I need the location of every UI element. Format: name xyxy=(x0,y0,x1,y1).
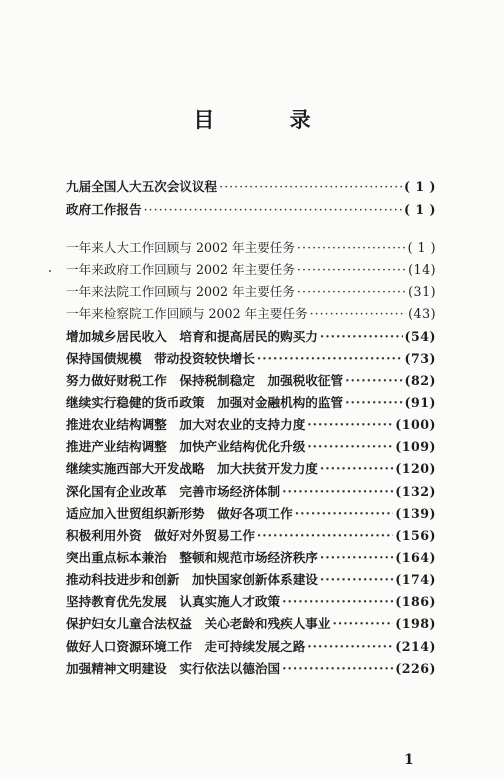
toc-entry-title: 保持国债规模 带动投资较快增长 xyxy=(66,350,255,366)
dot-leader xyxy=(320,461,393,476)
dot-leader xyxy=(219,179,402,194)
toc-entry-page: (214) xyxy=(395,638,436,654)
toc-top-section xyxy=(66,176,436,222)
toc-entry[interactable] xyxy=(66,326,436,348)
toc-entry-title: 一年来政府工作回顾与 2002 年主要任务 xyxy=(66,262,295,278)
dot-leader xyxy=(307,417,393,432)
toc-entry-page: (186) xyxy=(395,594,436,610)
toc-entry-title: 突出重点标本兼治 整顿和规范市场经济秩序 xyxy=(66,549,318,565)
toc-entry-page: (91) xyxy=(404,394,436,410)
toc-entry[interactable] xyxy=(66,503,436,525)
toc-entry-title: 九届全国人大五次会议议程 xyxy=(66,179,218,194)
dot-leader xyxy=(257,351,403,366)
toc-entry[interactable] xyxy=(66,370,436,392)
toc-entry[interactable] xyxy=(66,636,436,658)
dot-leader xyxy=(320,572,393,587)
dot-leader xyxy=(307,439,393,454)
toc-entry-page: (174) xyxy=(395,572,436,588)
toc-entry-title: 增加城乡居民收入 培育和提高居民的购买力 xyxy=(66,328,318,344)
toc-entry-title: 政府工作报告 xyxy=(66,202,142,217)
toc-entry-page: (54) xyxy=(404,328,436,344)
dot-leader xyxy=(320,329,403,344)
toc-entry[interactable] xyxy=(66,547,436,569)
toc-entry-page: (109) xyxy=(395,439,436,455)
toc-entry-page: (14) xyxy=(408,262,436,278)
toc-entry[interactable] xyxy=(66,658,436,680)
toc-entry[interactable] xyxy=(66,176,436,199)
toc-entry[interactable] xyxy=(66,237,436,259)
dot-leader xyxy=(295,506,394,521)
toc-entry[interactable] xyxy=(66,569,436,591)
toc-entry-page: (120) xyxy=(395,461,436,477)
toc-main-section xyxy=(66,237,436,680)
toc-entry[interactable] xyxy=(66,414,436,436)
toc-entry-page: (82) xyxy=(404,372,436,388)
toc-entry-title: 继续实行稳健的货币政策 加强对金融机构的监管 xyxy=(66,394,344,410)
toc-entry-page: ( 1 ) xyxy=(404,179,436,194)
toc-entry-page: (156) xyxy=(395,527,436,543)
toc-entry-title: 积极利用外资 做好对外贸易工作 xyxy=(66,527,255,543)
toc-entry-title: 适应加入世贸组织新形势 做好各项工作 xyxy=(66,505,293,521)
toc-entry[interactable] xyxy=(66,458,436,480)
toc-entry[interactable] xyxy=(66,259,436,281)
toc-entry-title: 加强精神文明建设 实行依法以德治国 xyxy=(66,660,281,676)
page-number: 1 xyxy=(404,752,414,768)
toc-entry-title: 坚持教育优先发展 认真实施人才政策 xyxy=(66,594,281,610)
page-title: 目 录 xyxy=(193,107,345,132)
toc-entry-page: (226) xyxy=(395,660,436,676)
toc-entry-title: 努力做好财税工作 保持税制稳定 加强税收征管 xyxy=(66,372,344,388)
toc-entry-title: 保护妇女儿童合法权益 关心老龄和残疾人事业 xyxy=(66,616,331,632)
toc-entry-page: (164) xyxy=(395,549,436,565)
toc-entry[interactable] xyxy=(66,613,436,635)
dot-leader xyxy=(332,616,393,631)
toc-entry-title: 推进农业结构调整 加大对农业的支持力度 xyxy=(66,417,306,433)
toc-entry-title: 一年来检察院工作回顾与 2002 年主要任务 xyxy=(66,306,308,322)
toc-entry[interactable] xyxy=(66,303,436,325)
toc-entry-page: (139) xyxy=(395,505,436,521)
toc-entry-title: 一年来人大工作回顾与 2002 年主要任务 xyxy=(66,240,295,255)
toc-entry-page: (31) xyxy=(408,284,436,300)
toc-entry[interactable] xyxy=(66,199,436,222)
dot-leader xyxy=(257,528,393,543)
toc-entry[interactable] xyxy=(66,348,436,370)
toc-entry-title: 继续实施西部大开发战略 加大扶贫开发力度 xyxy=(66,461,318,477)
dot-leader xyxy=(307,639,393,654)
dot-leader xyxy=(282,484,393,499)
scan-speck xyxy=(49,270,51,272)
dot-leader xyxy=(297,262,406,277)
toc-entry-page: (132) xyxy=(395,483,436,499)
toc-entry[interactable] xyxy=(66,281,436,303)
toc-entry-page: ( 1 ) xyxy=(407,240,436,255)
toc-entry-page: ( 1 ) xyxy=(404,202,436,217)
dot-leader xyxy=(297,240,406,255)
dot-leader xyxy=(144,202,402,217)
dot-leader xyxy=(345,395,402,410)
toc-entry[interactable] xyxy=(66,525,436,547)
dot-leader xyxy=(310,306,407,321)
toc-entry[interactable] xyxy=(66,436,436,458)
toc-entry-page: (43) xyxy=(408,306,436,322)
toc-entry-title: 深化国有企业改革 完善市场经济体制 xyxy=(66,483,281,499)
toc-entry[interactable] xyxy=(66,392,436,414)
toc-entry[interactable] xyxy=(66,591,436,613)
dot-leader xyxy=(282,594,393,609)
toc-entry[interactable] xyxy=(66,481,436,503)
dot-leader xyxy=(320,550,393,565)
toc-entry-title: 做好人口资源环境工作 走可持续发展之路 xyxy=(66,638,306,654)
dot-leader xyxy=(297,284,406,299)
toc-entry-page: (198) xyxy=(395,616,436,632)
toc-entry-page: (100) xyxy=(395,417,436,433)
toc-entry-title: 推进产业结构调整 加快产业结构优化升级 xyxy=(66,439,306,455)
toc-entry-page: (73) xyxy=(404,350,436,366)
toc-entry-title: 一年来法院工作回顾与 2002 年主要任务 xyxy=(66,284,295,300)
toc-entry-title: 推动科技进步和创新 加快国家创新体系建设 xyxy=(66,572,318,588)
dot-leader xyxy=(345,373,402,388)
dot-leader xyxy=(282,661,393,676)
